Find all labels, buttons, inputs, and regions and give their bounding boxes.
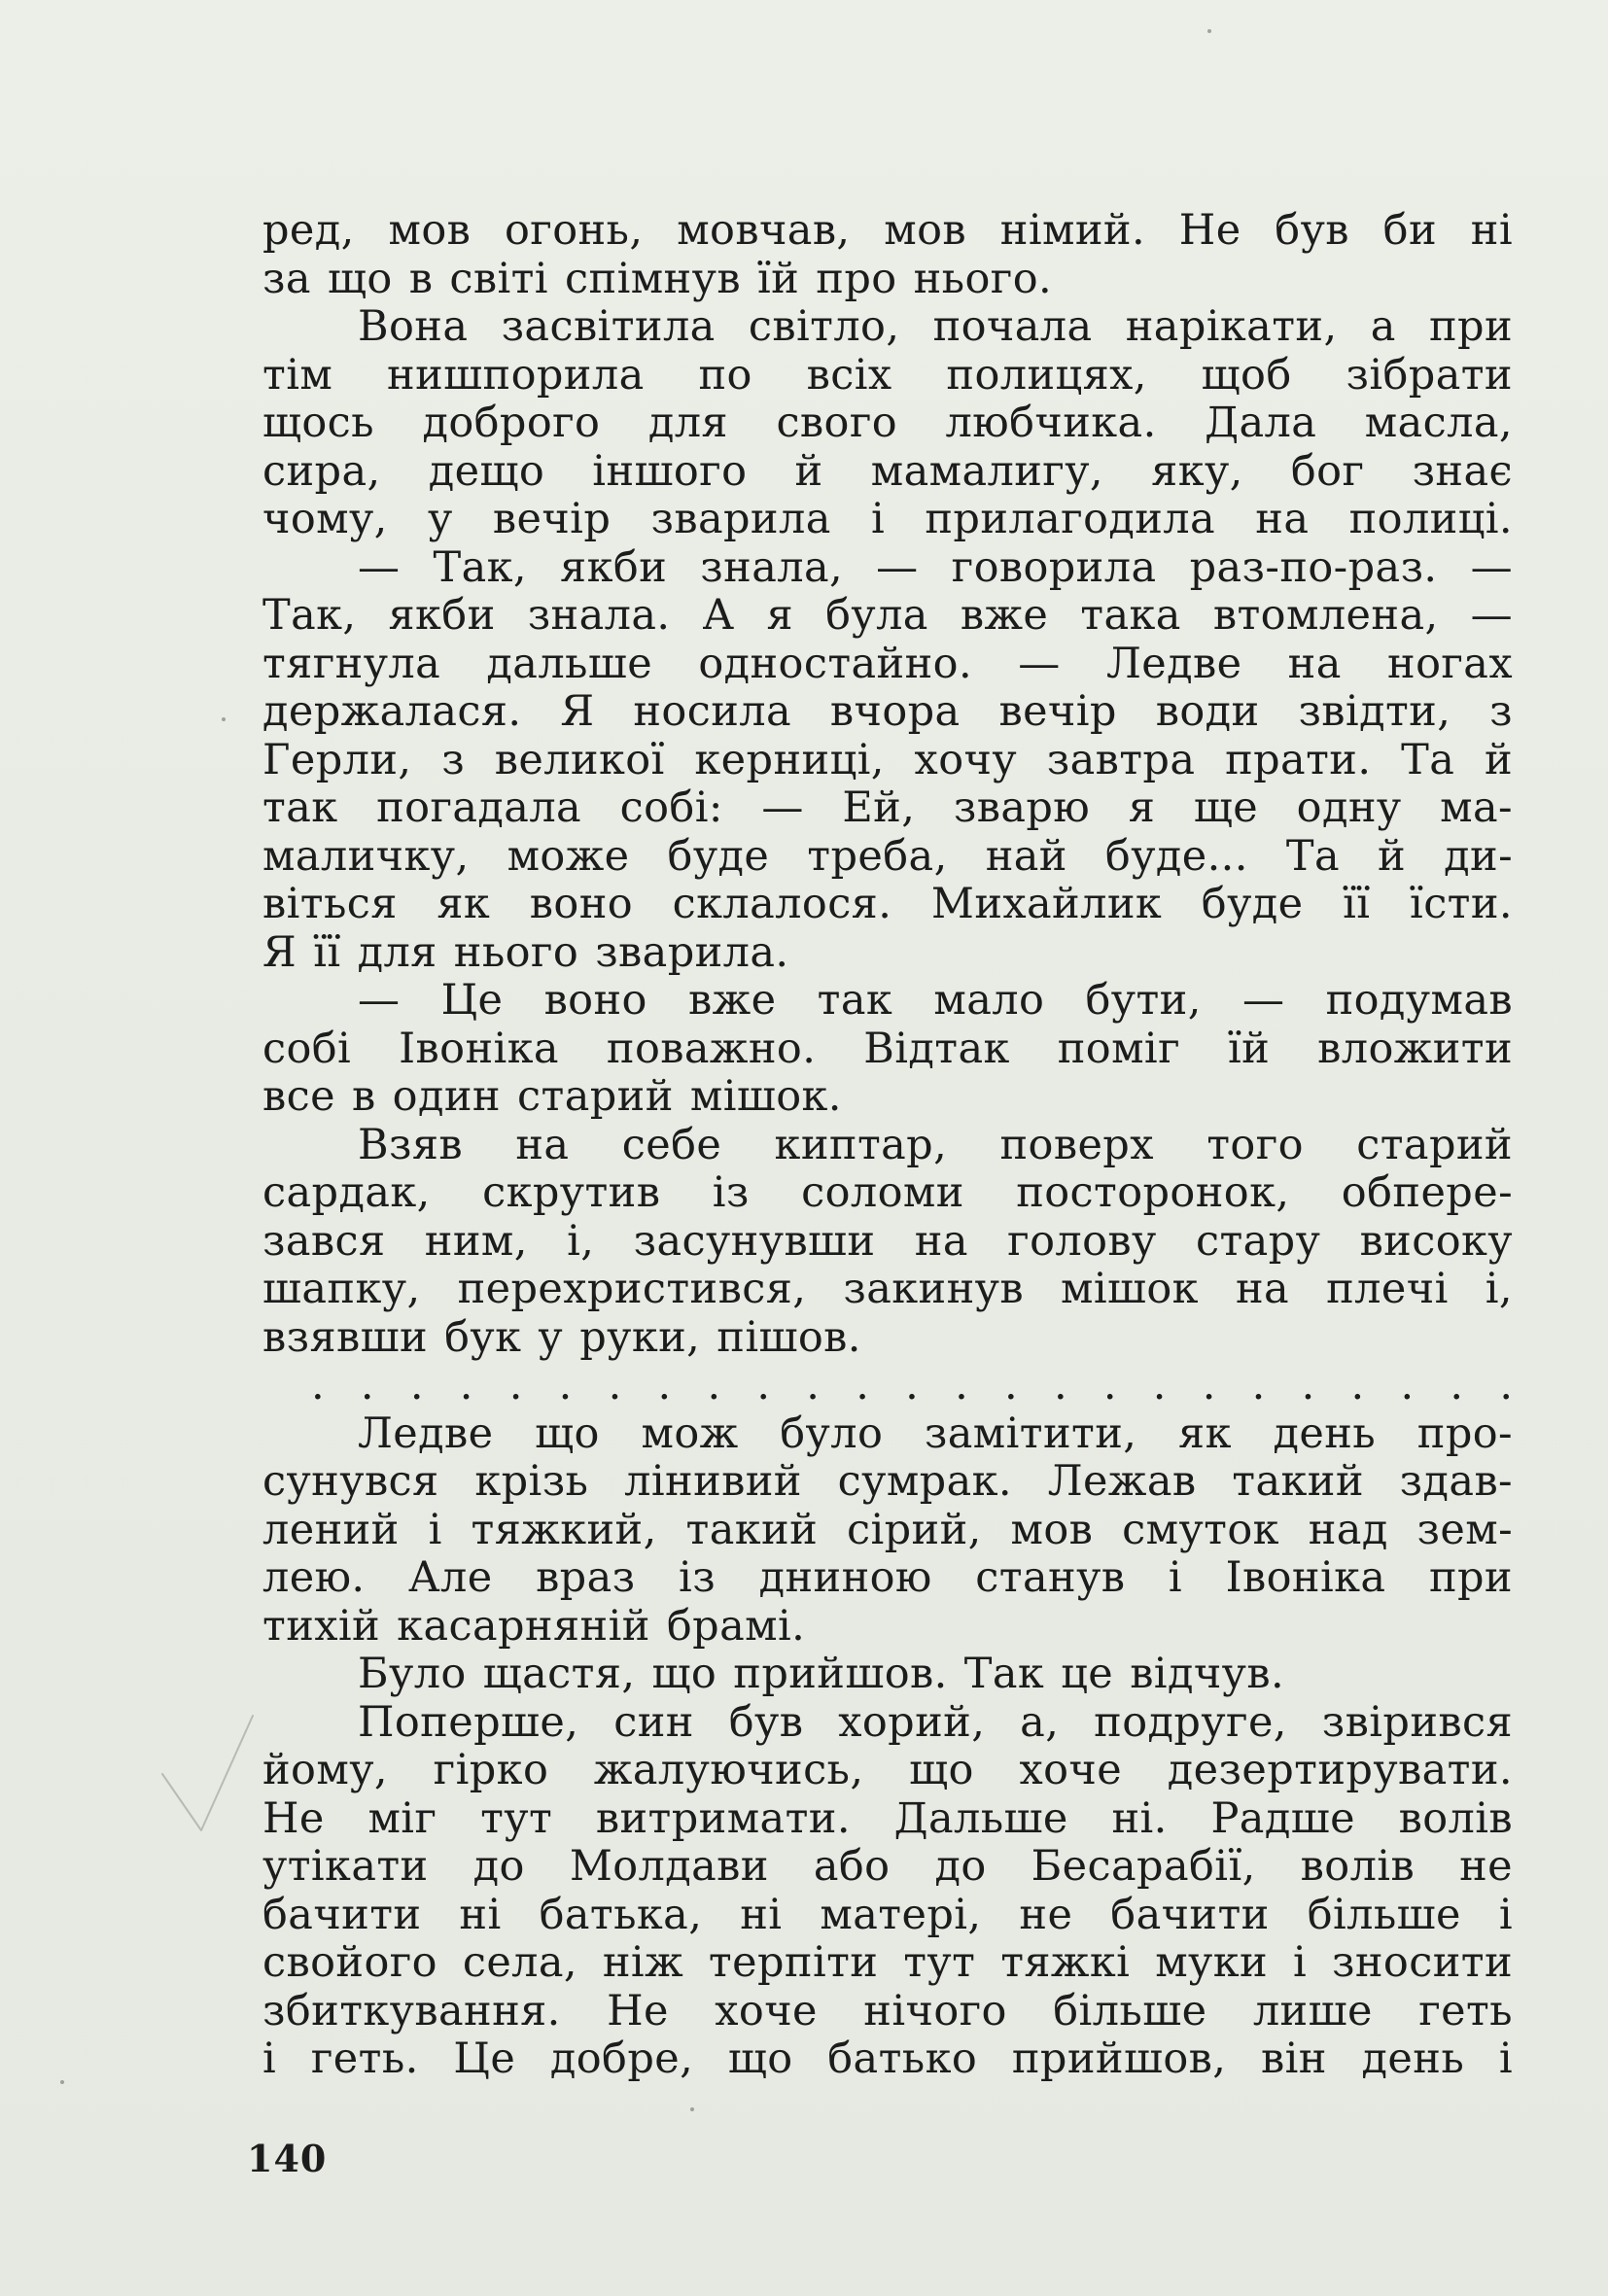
text-section-1: [262, 207, 1513, 1362]
text-line: віться як воно склалося. Михайлик буде її їсти.: [262, 880, 1513, 928]
text-line: тім нишпорила по всіх полицях, щоб зібрати: [262, 350, 1513, 400]
body-text: [262, 207, 1513, 2084]
text-line: чому, у вечір зварила і прилагодила на полиці.: [262, 495, 1513, 543]
text-line: Так, якби знала. А я була вже така втомлена, —: [262, 591, 1513, 640]
text-line: Взяв на себе киптар, поверх того старий: [358, 1120, 1513, 1169]
text-line: утікати до Молдави або до Бесарабії, волів не: [262, 1842, 1513, 1891]
paper-speck: [60, 2080, 64, 2084]
text-line: — Це воно вже так мало бути, — подумав: [358, 976, 1513, 1025]
text-line: Вона засвітила світло, почала нарікати, а при: [358, 302, 1513, 351]
pencil-check-mark: [160, 1706, 277, 1861]
text-line: лею. Але враз із дниною станув і Івоніка при: [262, 1553, 1513, 1602]
text-line: лений і тяжкий, такий сірий, мов смуток над зем-: [262, 1505, 1513, 1554]
text-line: зався ним, і, засунувши на голову стару високу: [262, 1216, 1513, 1266]
text-line: Ледве що мож було замітити, як день про-: [358, 1409, 1513, 1458]
text-line: бачити ні батька, ні матері, не бачити більше і: [262, 1890, 1513, 1939]
text-line: взявши бук у руки, пішов.: [262, 1312, 861, 1362]
text-section-2: [262, 1410, 1513, 2084]
page-number: 140: [247, 2137, 328, 2180]
text-line: щось доброго для свого любчика. Дала масла,: [262, 399, 1513, 447]
text-line: собі Івоніка поважно. Відтак поміг їй вложити: [262, 1024, 1513, 1073]
text-line: тягнула дальше одностайно. — Ледве на ногах: [262, 639, 1513, 688]
text-line: так погадала собі: — Ей, зварю я ще одну ма-: [262, 783, 1513, 832]
section-separator: . . . . . . . . . . . . . . . . . . . . . . . . .: [311, 1361, 1513, 1409]
paper-speck: [222, 717, 226, 721]
text-line: шапку, перехристився, закинув мішок на плечі і,: [262, 1265, 1513, 1313]
text-line: сунувся крізь лінивий сумрак. Лежав такий здав-: [262, 1457, 1513, 1506]
text-line: — Так, якби знала, — говорила раз-по-раз. —: [358, 542, 1513, 592]
text-line: Герли, з великої керниці, хочу завтра прати. Та й: [262, 735, 1513, 784]
text-line: Не міг тут витримати. Дальше ні. Радше волів: [262, 1793, 1513, 1843]
text-line: Було щастя, що прийшов. Так це відчув.: [358, 1650, 1285, 1698]
text-line: і геть. Це добре, що батько прийшов, він день і: [262, 2035, 1513, 2083]
text-line: держалася. Я носила вчора вечір води звідти, з: [262, 687, 1513, 736]
text-line: ред, мов огонь, мовчав, мов німий. Не був би ні: [262, 206, 1513, 255]
paper-speck: [690, 2107, 694, 2111]
text-line: сира, дещо іншого й мамалигу, яку, бог знає: [262, 446, 1513, 496]
text-line: збиткування. Не хоче нічого більше лише геть: [262, 1986, 1513, 2035]
paper-speck: [1207, 29, 1211, 33]
text-line: все в один старий мішок.: [262, 1072, 842, 1121]
text-line: сардак, скрутив із соломи посторонок, обпере-: [262, 1168, 1513, 1217]
text-line: маличку, може буде треба, най буде... Та й ди-: [262, 831, 1513, 881]
text-line: йому, гірко жалуючись, що хоче дезертирувати.: [262, 1746, 1513, 1794]
text-line: за що в світі спімнув їй про нього.: [262, 254, 1053, 303]
text-line: свойого села, ніж терпіти тут тяжкі муки і зносити: [262, 1938, 1513, 1987]
text-line: тихій касарняній брамі.: [262, 1601, 806, 1651]
text-line: Поперше, син був хорий, а, подруге, звірився: [358, 1697, 1513, 1747]
text-line: Я її для нього зварила.: [262, 927, 789, 977]
